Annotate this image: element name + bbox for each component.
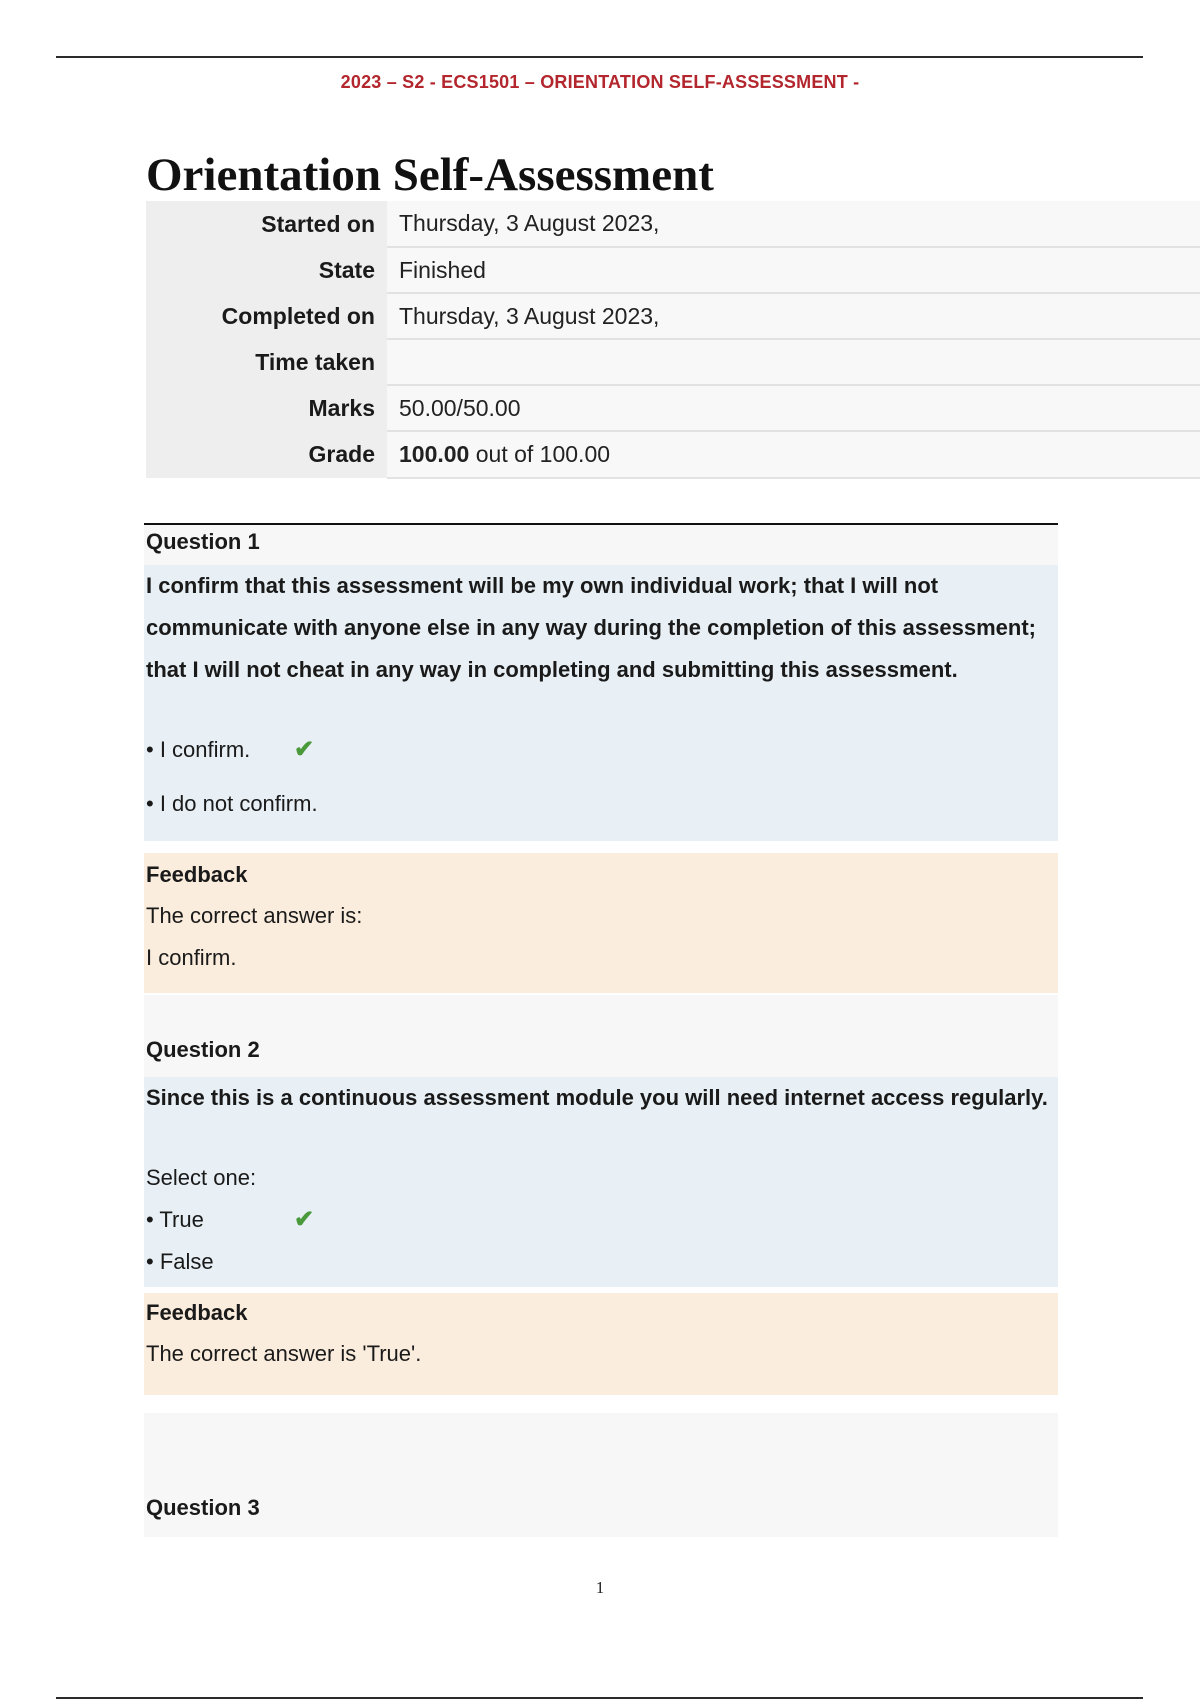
answer-option-confirm[interactable] — [146, 735, 1056, 789]
attempt-summary-table — [146, 201, 1200, 479]
summary-label: Started on — [146, 201, 387, 247]
option-label: • True — [146, 1207, 204, 1232]
answer-option-do-not-confirm[interactable] — [146, 789, 1056, 831]
select-one-prompt: Select one: — [146, 1165, 257, 1190]
summary-value: Finished — [387, 247, 1200, 293]
grade-out-of: out of 100.00 — [469, 441, 611, 467]
question-heading: Question 3 — [146, 1495, 260, 1520]
running-header: 2023 – S2 - ECS1501 – ORIENTATION SELF-ASSESSMENT - — [340, 72, 860, 92]
feedback-box — [144, 853, 1058, 993]
page-title: Orientation Self-Assessment — [146, 149, 714, 201]
answer-options — [144, 1157, 1058, 1287]
answer-options — [144, 723, 1058, 841]
summary-row-marks — [146, 385, 1200, 431]
check-icon: ✔ — [294, 736, 315, 763]
summary-value — [387, 431, 1200, 478]
summary-row-state — [146, 247, 1200, 293]
feedback-heading: Feedback — [146, 1300, 248, 1325]
summary-value: 50.00/50.00 — [387, 385, 1200, 431]
feedback-box — [144, 1293, 1058, 1395]
summary-value — [387, 339, 1200, 385]
summary-row-started — [146, 201, 1200, 247]
summary-label: Marks — [146, 385, 387, 431]
summary-row-completed — [146, 293, 1200, 339]
summary-value: Thursday, 3 August 2023, — [387, 293, 1200, 339]
header-rule — [56, 56, 1143, 58]
summary-row-grade — [146, 431, 1200, 478]
summary-label: Time taken — [146, 339, 387, 385]
check-icon: ✔ — [294, 1206, 315, 1233]
summary-value: Thursday, 3 August 2023, — [387, 201, 1200, 247]
option-label: • I confirm. — [146, 737, 251, 762]
question-2 — [144, 1035, 1058, 1395]
summary-label: Grade — [146, 431, 387, 478]
feedback-heading: Feedback — [146, 862, 248, 887]
footer-rule — [56, 1697, 1143, 1699]
page-number: 1 — [595, 1578, 605, 1597]
summary-label: State — [146, 247, 387, 293]
summary-label: Completed on — [146, 293, 387, 339]
spacer — [144, 841, 1058, 853]
feedback-line: The correct answer is 'True'. — [146, 1341, 422, 1366]
grade-score: 100.00 — [399, 441, 470, 467]
question-gap — [144, 995, 1058, 1035]
answer-option-true[interactable] — [146, 1199, 1056, 1241]
option-label: • I do not confirm. — [146, 791, 318, 816]
summary-row-time-taken — [146, 339, 1200, 385]
answer-option-false[interactable] — [146, 1241, 1056, 1283]
question-text: Since this is a continuous assessment module you will need internet access regularly. — [144, 1077, 1058, 1157]
question-heading: Question 1 — [144, 523, 1058, 565]
feedback-line: The correct answer is: — [146, 903, 363, 928]
question-3 — [144, 1413, 1058, 1537]
question-1 — [144, 523, 1058, 993]
question-heading: Question 2 — [144, 1035, 1058, 1077]
feedback-line: I confirm. — [146, 945, 237, 970]
option-label: • False — [146, 1249, 214, 1274]
question-text: I confirm that this assessment will be my own individual work; that I will not communicate with anyone else in any way during the completion of this assessment; that I will not cheat in any way in completing and submitting this assessment. — [144, 565, 1058, 723]
